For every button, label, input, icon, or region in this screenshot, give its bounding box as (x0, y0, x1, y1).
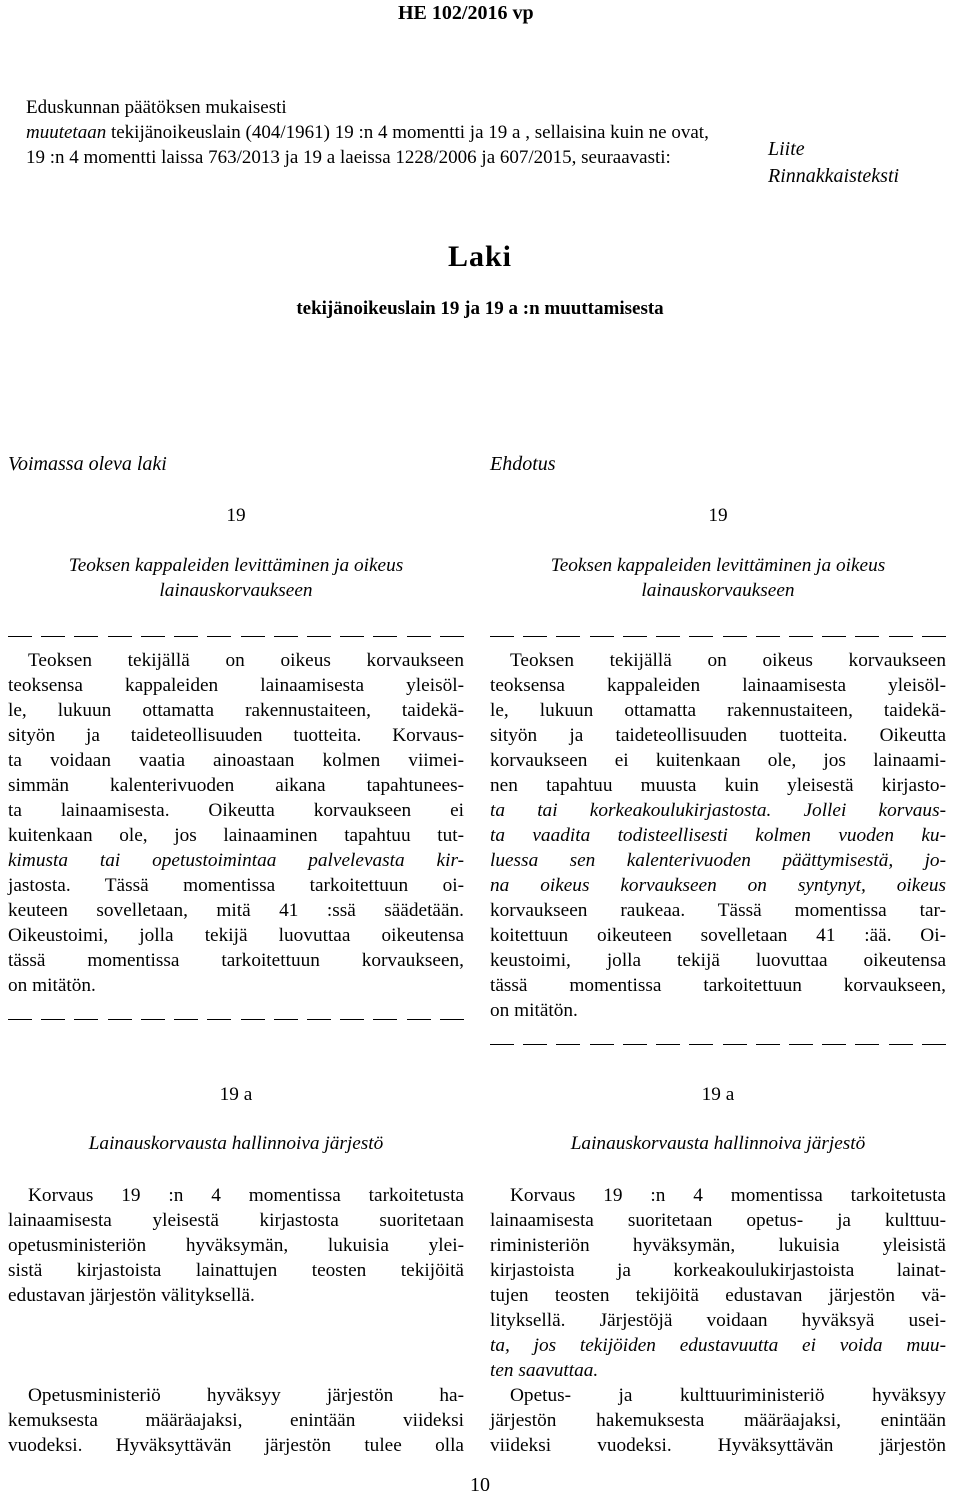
right-section-19a-title: Lainauskorvausta hallinnoiva järjestö (570, 1133, 866, 1154)
right-19a-paragraph-1 (490, 1183, 946, 1383)
left-s19-line: ta lainaamisesta. Oikeutta korvaukseen ei (8, 800, 464, 821)
left-s19-line: kuitenkaan ole, jos lainaaminen tapahtuu tut- (8, 825, 464, 846)
left-section-19a-title: Lainauskorvausta hallinnoiva järjestö (88, 1133, 384, 1154)
right-s19-line: korvaukseen raukeaa. Tässä momentissa tar- (490, 900, 946, 921)
left-19a-line: kemuksesta määräajaksi, enintään viideksi (8, 1410, 464, 1431)
right-s19-line: ta vaadita todisteellisesti kolmen vuoden ku- (490, 825, 946, 846)
right-19a-line: riministeriön hyväksymän, lukuisia yleisistä (490, 1235, 946, 1256)
left-19a-line: sistä kirjastoista lainattujen teosten tekijöitä (8, 1260, 464, 1281)
left-s19-line: tässä momentissa tarkoitettuun korvaukseen, (8, 950, 464, 971)
right-19a-line: ten saavuttaa. (490, 1360, 599, 1381)
right-s19-line: tässä momentissa tarkoitettuun korvaukseen, (490, 975, 946, 996)
right-s19-line: le, lukuun ottamatta rakennustaiteen, taidekä- (490, 700, 946, 721)
left-s19-line: simmän kalenterivuoden aikana tapahtunees- (8, 775, 464, 796)
intro-line-2-rest: tekijänoikeuslain (404/1961) 19 :n 4 momentti ja 19 a , sellaisina kuin ne ovat, (106, 122, 709, 143)
right-column (490, 503, 946, 1056)
intro-line-2 (26, 120, 960, 145)
law-title: Laki (447, 240, 513, 273)
right-s19-line: sityön ja taideteollisuuden tuotteita. Oikeutta (490, 725, 946, 746)
left-dash-separator-bottom (8, 1006, 464, 1031)
document-id: HE 102/2016 vp (398, 2, 534, 24)
right-s19-line: nen tapahtuu muusta kuin yleisestä kirjasto- (490, 775, 946, 796)
right-19a-line: Opetus- ja kulttuuriministeriö hyväksyy (510, 1385, 946, 1406)
right-dash-separator-top (490, 623, 946, 648)
law-subtitle: tekijänoikeuslain 19 ja 19 a :n muuttamisesta (296, 298, 664, 319)
right-s19-line: teoksensa kappaleiden lainaamisesta yleisöl- (490, 675, 946, 696)
right-19a-line: lityksellä. Järjestöjä voidaan hyväksyä usei- (490, 1310, 946, 1331)
right-s19-line: on mitätön. (490, 1000, 578, 1021)
right-section-19-number: 19 (708, 505, 728, 526)
left-dash-separator-top (8, 623, 464, 648)
right-s19-line: luessa sen kalenterivuoden päättymisestä, jo- (490, 850, 946, 871)
right-s19-line: ta tai korkeakoulukirjastosta. Jollei korvaus- (490, 800, 946, 821)
right-19a-line: Korvaus 19 :n 4 momentissa tarkoitetusta (510, 1185, 946, 1206)
intro (26, 95, 960, 170)
left-s19-line: Oikeustoimi, jolla tekijä luovuttaa oikeutensa (8, 925, 464, 946)
left-19a-paragraph-2 (8, 1383, 464, 1458)
left-19a-paragraph-1 (8, 1183, 464, 1308)
left-s19-line: teoksensa kappaleiden lainaamisesta yleisöl- (8, 675, 464, 696)
left-19a-line: vuodeksi. Hyväksyttävän järjestön tulee olla (8, 1435, 464, 1456)
right-19a-line: järjestön hakemuksesta määräajaksi, enintään (490, 1410, 946, 1431)
right-19a-line: viideksi vuodeksi. Hyväksyttävän järjestön (490, 1435, 946, 1456)
right-s19-line: keustoimi, jolla tekijä luovuttaa oikeutensa (490, 950, 946, 971)
left-column (8, 503, 464, 1031)
left-s19-line: Teoksen tekijällä on oikeus korvaukseen (28, 650, 464, 671)
left-19a-line: edustavan järjestön välityksellä. (8, 1285, 255, 1306)
left-s19-line: le, lukuun ottamatta rakennustaiteen, taidekä- (8, 700, 464, 721)
left-s19-line: sityön ja taideteollisuuden tuotteita. Korvaus- (8, 725, 464, 746)
right-19a-line: tujen teosten tekijöitä edustavan järjestön vä- (490, 1285, 946, 1306)
annex-line-1: Liite (768, 138, 805, 160)
left-section-19a-number: 19 a (219, 1084, 253, 1105)
left-section-19-title-2: lainauskorvaukseen (159, 580, 313, 601)
left-s19-line: on mitätön. (8, 975, 96, 996)
right-s19-line: korvaukseen ei kuitenkaan ole, jos lainaami- (490, 750, 946, 771)
right-section-19a-number: 19 a (701, 1084, 735, 1105)
left-column-heading: Voimassa oleva laki (8, 453, 167, 475)
left-s19-line: ta voidaan vaatia ainoastaan kolmen viimei- (8, 750, 464, 771)
right-19a-line: kirjastoista ja korkeakoulukirjastoista lainat- (490, 1260, 946, 1281)
intro-line-3: 19 :n 4 momentti laissa 763/2013 ja 19 a laeissa 1228/2006 ja 607/2015, seuraavasti: (26, 147, 671, 168)
left-19a-line: opetusministeriön hyväksymän, lukuisia ylei- (8, 1235, 464, 1256)
right-19a-line: lainaamisesta suoritetaan opetus- ja kulttuu- (490, 1210, 946, 1231)
annex-line-2: Rinnakkaisteksti (768, 165, 900, 187)
right-dash-separator-bottom (490, 1031, 946, 1056)
left-19a-line: lainaamisesta yleisestä kirjastosta suoritetaan (8, 1210, 464, 1231)
left-section-19-number: 19 (226, 505, 246, 526)
right-s19-line: na oikeus korvaukseen on syntynyt, oikeus (490, 875, 946, 896)
right-section-19-title-1: Teoksen kappaleiden levittäminen ja oikeus (550, 555, 886, 576)
right-column-heading: Ehdotus (490, 453, 556, 475)
intro-line-1: Eduskunnan päätöksen mukaisesti (26, 97, 287, 118)
left-19a-line: Korvaus 19 :n 4 momentissa tarkoitetusta (28, 1185, 464, 1206)
right-s19-line: Teoksen tekijällä on oikeus korvaukseen (510, 650, 946, 671)
left-19a-line: Opetusministeriö hyväksyy järjestön ha- (28, 1385, 464, 1406)
right-19a-paragraph-2 (490, 1383, 946, 1458)
page-number: 10 (470, 1474, 490, 1496)
left-section-19-title-1: Teoksen kappaleiden levittäminen ja oikeus (68, 555, 404, 576)
intro-verb: muutetaan (26, 122, 107, 143)
right-s19-line: koitettuun oikeuteen sovelletaan 41 :ää. Oi- (490, 925, 946, 946)
left-s19-line: kimusta tai opetustoimintaa palvelevasta kir- (8, 850, 464, 871)
right-19a-line: ta, jos tekijöiden edustavuutta ei voida muu- (490, 1335, 946, 1356)
left-s19-line: keuteen sovelletaan, mitä 41 :ssä säädetään. (8, 900, 464, 921)
left-s19-line: jastosta. Tässä momentissa tarkoitettuun oi- (8, 875, 464, 896)
right-section-19-title-2: lainauskorvaukseen (641, 580, 795, 601)
